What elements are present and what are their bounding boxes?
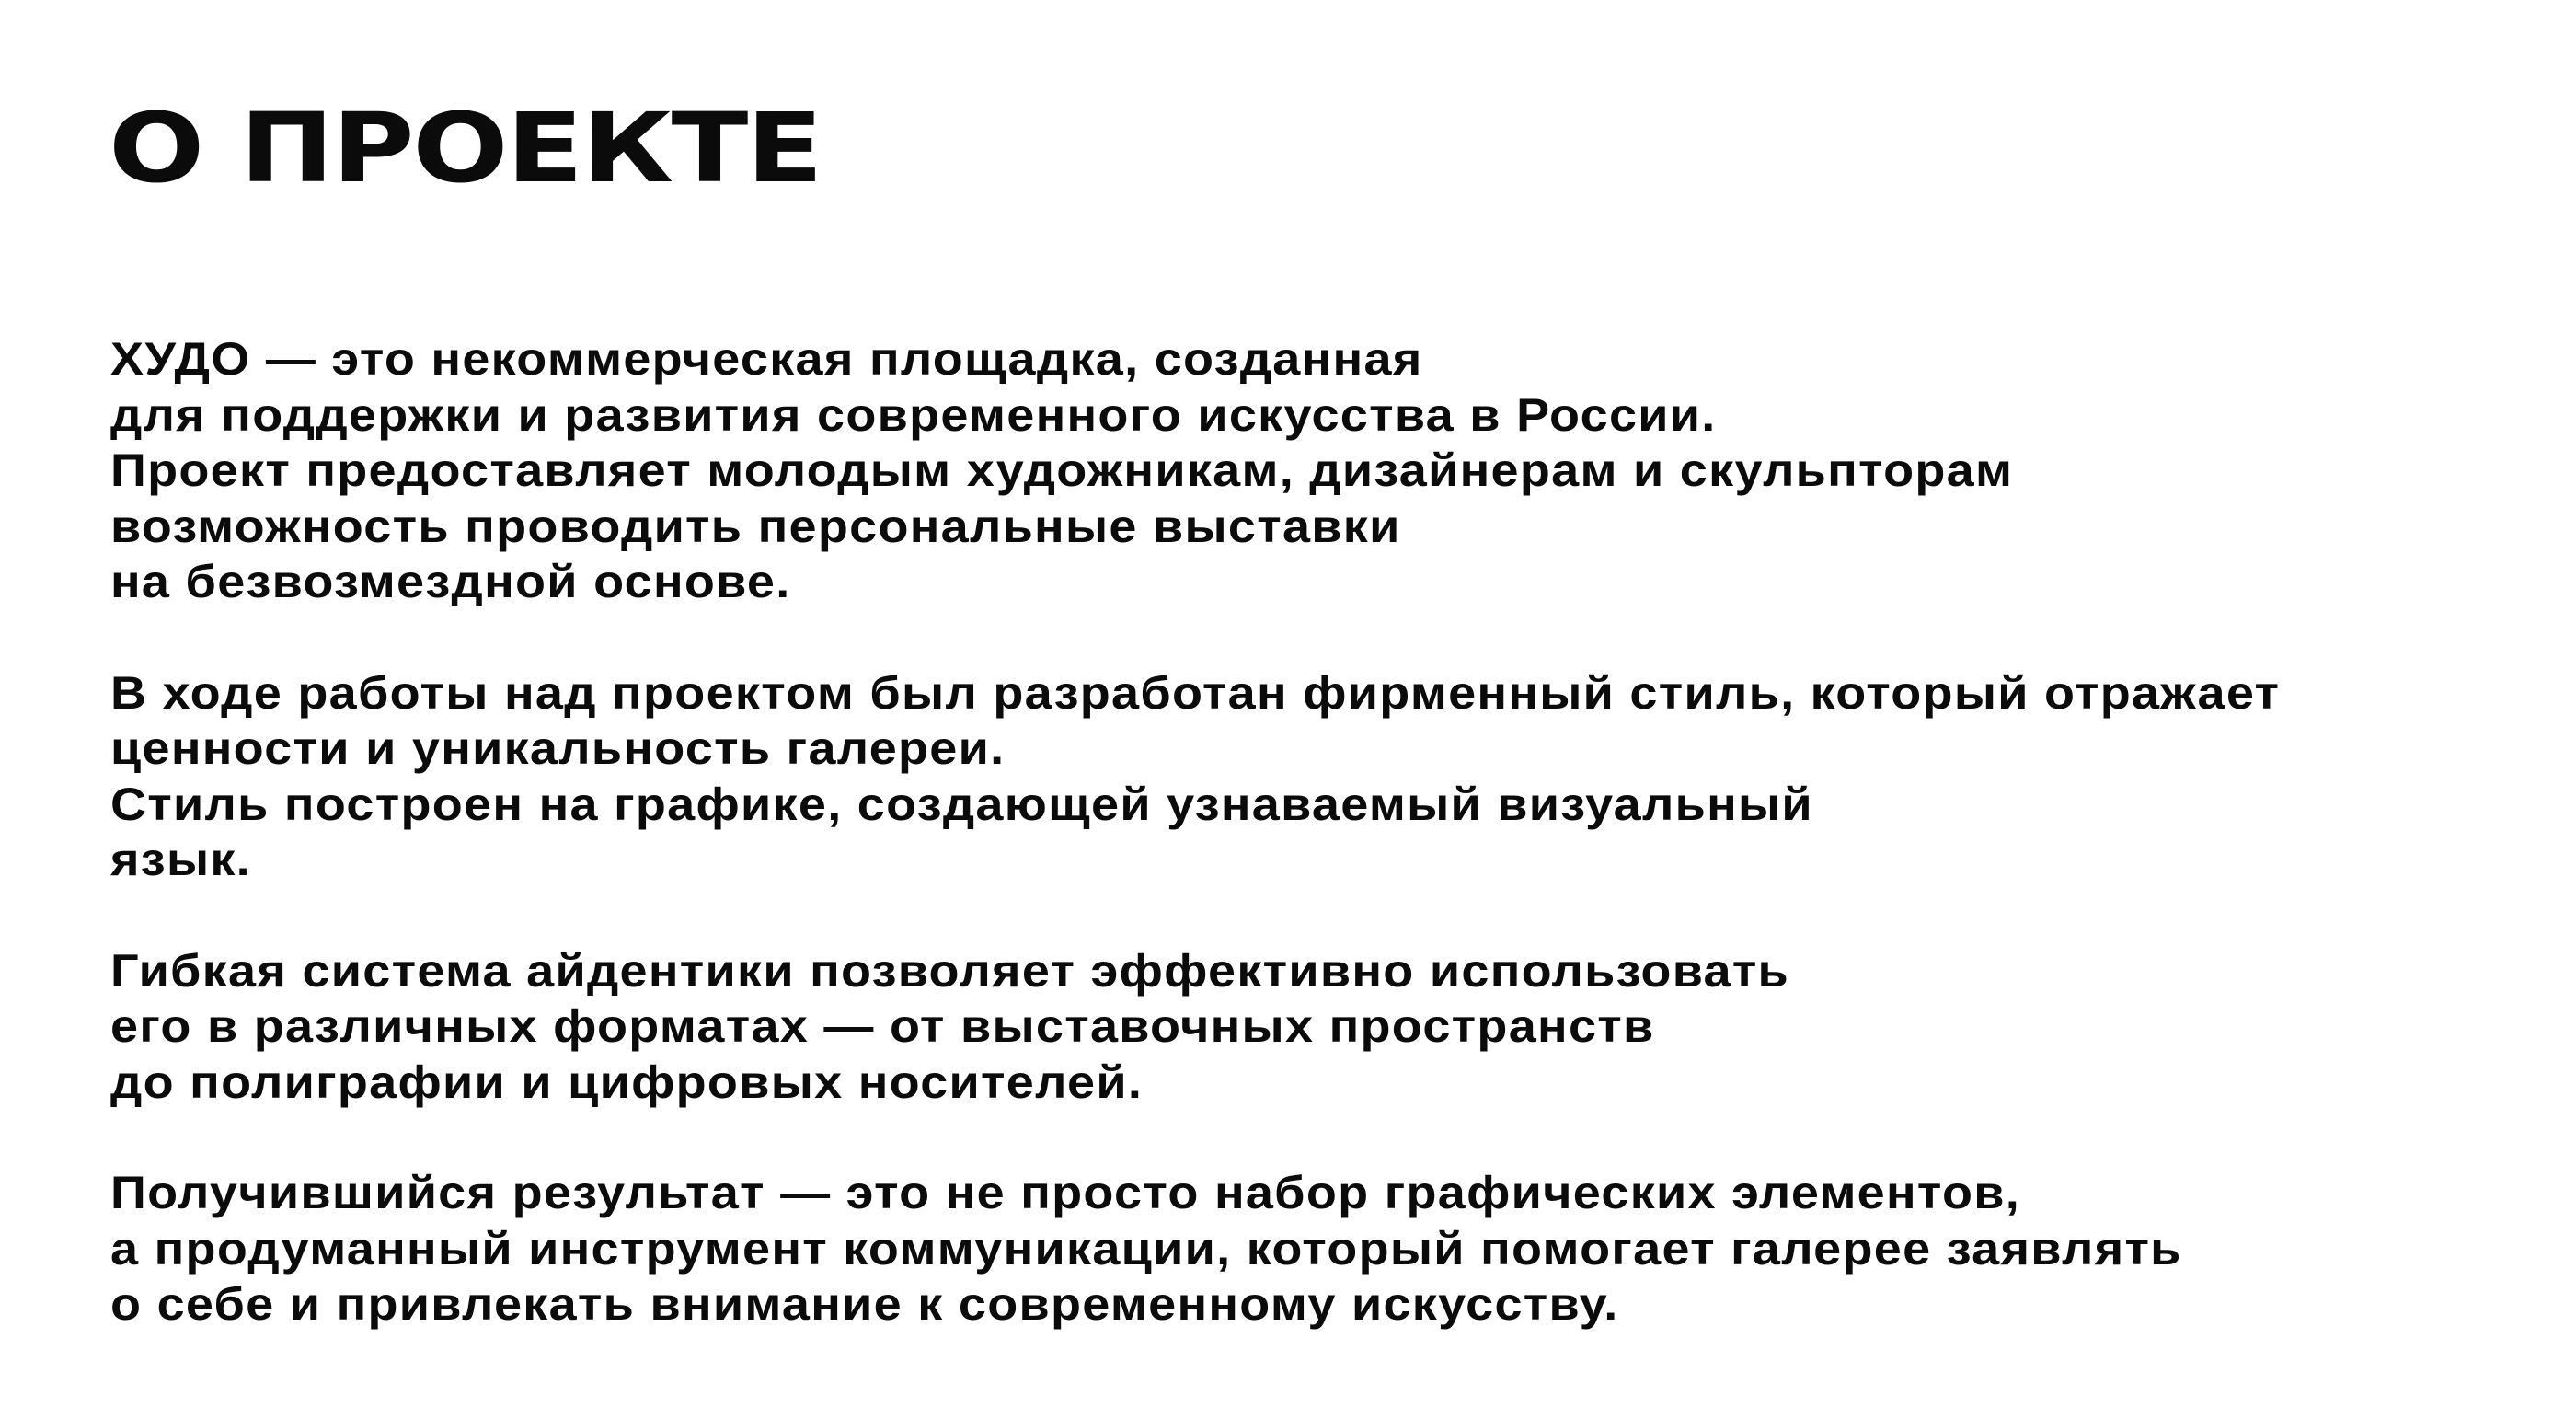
text-line: на безвозмездной основе. [110, 556, 791, 607]
text-line: Гибкая система айдентики позволяет эффективно использовать [110, 944, 1790, 997]
paragraph-identity [110, 665, 2539, 888]
text-line: Получившийся результат — это не просто набор графических элементов, [110, 1167, 2021, 1218]
text-line: В ходе работы над проектом был разработан фирменный стиль, который отражает [110, 666, 2281, 719]
project-description [110, 331, 2539, 1388]
text-line: его в различных форматах — от выставочных пространств [110, 1000, 1655, 1052]
text-line: Проект предоставляет молодым художникам, дизайнерам и скульпторам [110, 444, 2014, 496]
page-title: О ПРОЕКТЕ [109, 92, 822, 204]
text-line: возможность проводить персональные выставки [110, 500, 1401, 552]
text-line: язык. [110, 834, 251, 885]
text-line: ХУДО — это некоммерческая площадка, созданная [110, 333, 1423, 385]
text-line: ценности и уникальность галереи. [110, 722, 1006, 774]
paragraph-intro [110, 331, 2539, 610]
text-line: о себе и привлекать внимание к современному искусству. [110, 1278, 1619, 1330]
paragraph-result [110, 1165, 2539, 1332]
paragraph-system [110, 943, 2539, 1111]
text-line: а продуманный инструмент коммуникации, который помогает галерее заявлять [110, 1222, 2182, 1275]
text-line: для поддержки и развития современного искусства в России. [110, 388, 1717, 441]
text-line: Стиль построен на графике, создающей узнаваемый визуальный [110, 778, 1813, 830]
text-line: до полиграфии и цифровых носителей. [110, 1056, 1144, 1108]
